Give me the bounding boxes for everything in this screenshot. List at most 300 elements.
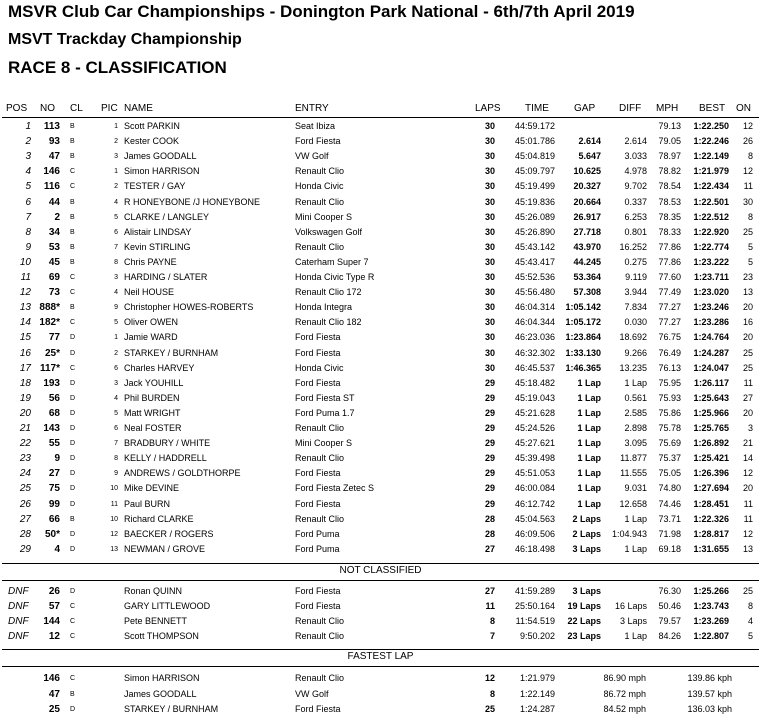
- diff-cell: 2.614: [624, 136, 647, 147]
- entry-cell: Ford Fiesta: [295, 332, 341, 343]
- result-row: [0, 452, 761, 467]
- pic-cell: 12: [110, 530, 118, 538]
- laps-cell: 27: [484, 586, 495, 596]
- class-cell: D: [70, 409, 76, 417]
- kph-cell: 136.03 kph: [687, 704, 732, 714]
- entry-cell: VW Golf: [295, 151, 329, 162]
- pos-cell: 4: [25, 166, 31, 178]
- pic-cell: 1: [114, 123, 118, 130]
- number-cell: 99: [48, 498, 60, 510]
- entry-cell: Ford Fiesta: [295, 586, 341, 596]
- col-name: NAME: [124, 103, 153, 114]
- pos-cell: 24: [19, 468, 31, 480]
- gap-cell: 2.614: [578, 136, 601, 147]
- on-cell: 25: [742, 226, 753, 237]
- laps-cell: 27: [484, 543, 495, 554]
- class-cell: D: [70, 485, 76, 493]
- name-cell: Charles HARVEY: [124, 362, 195, 373]
- gap-cell: 23 Laps: [567, 631, 601, 641]
- number-cell: 146: [43, 166, 60, 178]
- mph-cell: 77.60: [658, 272, 681, 282]
- mph-cell: 86.72 mph: [603, 688, 646, 699]
- class-cell: D: [70, 394, 76, 402]
- time-cell: 45:26.089: [514, 211, 555, 222]
- time-cell: 45:04.819: [514, 151, 555, 162]
- laps-cell: 29: [484, 483, 495, 494]
- diff-cell: 3.033: [624, 151, 647, 162]
- result-row: [0, 211, 761, 226]
- mph-cell: 77.49: [658, 287, 681, 298]
- laps-cell: 30: [484, 151, 495, 162]
- on-cell: 8: [747, 151, 753, 162]
- number-cell: 144: [43, 616, 60, 627]
- pic-cell: 4: [114, 289, 118, 297]
- gap-cell: 1:05.142: [565, 302, 601, 313]
- time-cell: 46:18.498: [514, 543, 555, 554]
- mph-cell: 75.05: [658, 468, 681, 479]
- time-cell: 1:21.979: [519, 673, 555, 683]
- pic-cell: 4: [114, 394, 118, 402]
- number-cell: 143: [43, 423, 60, 434]
- col-on: ON: [736, 103, 751, 114]
- best-cell: 1:22.246: [693, 136, 729, 147]
- on-cell: 20: [742, 302, 753, 313]
- entry-cell: Ford Fiesta: [295, 498, 341, 509]
- pos-cell: 3: [25, 151, 31, 163]
- laps-cell: 29: [484, 407, 495, 418]
- mph-cell: 86.90 mph: [603, 673, 646, 683]
- time-cell: 46:04.314: [514, 302, 555, 313]
- pic-cell: 3: [114, 379, 118, 387]
- entry-cell: Honda Civic: [295, 362, 344, 373]
- class-cell: B: [70, 213, 75, 221]
- gap-cell: 26.917: [573, 211, 601, 222]
- time-cell: 46:23.036: [514, 332, 555, 343]
- result-row: [0, 528, 761, 543]
- pic-cell: 9: [114, 304, 118, 312]
- entry-cell: Ford Fiesta ST: [295, 392, 355, 403]
- laps-cell: 29: [484, 453, 495, 464]
- time-cell: 41:59.289: [514, 586, 555, 596]
- class-cell: C: [70, 364, 76, 372]
- pos-cell: 8: [25, 226, 31, 238]
- name-cell: Kester COOK: [124, 136, 180, 147]
- number-cell: 44: [48, 196, 60, 208]
- mph-cell: 79.13: [658, 121, 681, 131]
- diff-cell: 0.030: [624, 317, 647, 328]
- mph-cell: 75.95: [658, 377, 681, 388]
- best-cell: 1:28.817: [693, 528, 729, 539]
- championship-title: MSVT Trackday Championship: [8, 31, 242, 48]
- mph-cell: 79.57: [658, 616, 681, 626]
- number-cell: 12: [48, 631, 60, 642]
- on-cell: 20: [742, 483, 753, 494]
- pos-cell: 7: [25, 211, 31, 223]
- class-cell: B: [70, 153, 75, 161]
- number-cell: 55: [48, 438, 60, 450]
- name-cell: BRADBURY / WHITE: [124, 438, 211, 449]
- result-row: [0, 392, 761, 407]
- diff-cell: 9.031: [624, 483, 647, 494]
- pos-cell: 23: [19, 453, 31, 465]
- result-row: [0, 150, 761, 165]
- entry-cell: Honda Civic: [295, 181, 344, 192]
- result-row: [0, 543, 761, 558]
- gap-cell: 43.970: [573, 241, 601, 252]
- pos-cell: 16: [19, 347, 31, 359]
- laps-cell: 29: [484, 438, 495, 449]
- laps-cell: 30: [484, 196, 495, 207]
- laps-cell: 29: [484, 423, 495, 433]
- entry-cell: Renault Clio 182: [295, 317, 362, 328]
- on-cell: 5: [747, 241, 753, 252]
- laps-cell: 29: [484, 468, 495, 479]
- class-cell: C: [70, 618, 76, 625]
- result-row: [0, 407, 761, 422]
- time-cell: 46:00.084: [514, 483, 555, 494]
- class-cell: C: [70, 603, 76, 610]
- number-cell: 25: [48, 704, 60, 715]
- mph-cell: 74.46: [658, 498, 681, 509]
- gap-cell: 3 Laps: [572, 586, 601, 596]
- pos-cell: 9: [25, 241, 31, 253]
- diff-cell: 3.095: [624, 438, 647, 449]
- mph-cell: 76.49: [658, 347, 681, 358]
- pos-cell: 29: [19, 543, 31, 555]
- pos-cell: 15: [19, 332, 31, 344]
- diff-cell: 0.561: [624, 392, 647, 403]
- name-cell: GARY LITTLEWOOD: [124, 601, 211, 611]
- pos-cell: 6: [25, 196, 31, 208]
- pic-cell: 2: [114, 349, 118, 357]
- result-row: [0, 271, 761, 286]
- best-cell: 1:23.286: [693, 317, 729, 328]
- result-row: [0, 422, 761, 437]
- name-cell: CLARKE / LANGLEY: [124, 211, 210, 222]
- entry-cell: Ford Fiesta: [295, 601, 341, 611]
- diff-cell: 13.235: [619, 362, 647, 373]
- entry-cell: Renault Clio: [295, 631, 345, 641]
- best-cell: 1:22.920: [693, 226, 729, 237]
- name-cell: Simon HARRISON: [124, 166, 200, 177]
- time-cell: 46:09.506: [514, 528, 555, 539]
- on-cell: 12: [742, 468, 753, 479]
- pos-cell: 10: [19, 256, 31, 268]
- class-cell: B: [70, 690, 75, 698]
- time-cell: 45:27.621: [514, 438, 555, 449]
- laps-cell: 28: [484, 513, 495, 524]
- result-row: [0, 482, 761, 497]
- class-cell: B: [70, 138, 75, 146]
- gap-cell: 1:33.130: [565, 347, 601, 358]
- result-row: [0, 513, 761, 528]
- event-title: MSVR Club Car Championships - Donington Park National - 6th/7th April 2019: [8, 2, 635, 21]
- pic-cell: 2: [114, 138, 118, 146]
- time-cell: 45:51.053: [514, 468, 555, 479]
- on-cell: 13: [742, 287, 753, 298]
- mph-cell: 77.27: [658, 302, 681, 313]
- time-cell: 25:50.164: [514, 601, 555, 611]
- mph-cell: 77.86: [658, 241, 681, 252]
- on-cell: 21: [742, 438, 753, 449]
- gap-cell: 27.718: [573, 226, 601, 237]
- entry-cell: Mini Cooper S: [295, 438, 353, 449]
- mph-cell: 78.82: [658, 166, 681, 177]
- laps-cell: 7: [489, 631, 495, 641]
- name-cell: Scott PARKIN: [124, 121, 180, 131]
- diff-cell: 0.275: [624, 256, 647, 267]
- mph-cell: 71.98: [658, 528, 681, 539]
- time-cell: 44:59.172: [514, 121, 555, 131]
- pic-cell: 1: [114, 168, 118, 176]
- time-cell: 9:50.202: [519, 631, 555, 641]
- number-cell: 9: [54, 453, 60, 465]
- pos-cell: DNF: [8, 631, 29, 642]
- result-row: [0, 226, 761, 241]
- name-cell: Chris PAYNE: [124, 256, 177, 267]
- best-cell: 1:24.764: [693, 332, 729, 343]
- class-cell: D: [70, 500, 76, 508]
- best-cell: 1:25.643: [693, 392, 729, 403]
- on-cell: 4: [747, 616, 753, 626]
- on-cell: 20: [742, 407, 753, 418]
- number-cell: 57: [48, 601, 60, 612]
- pic-cell: 5: [114, 213, 118, 221]
- mph-cell: 76.13: [658, 362, 681, 373]
- on-cell: 11: [743, 377, 753, 388]
- best-cell: 1:23.222: [693, 256, 729, 267]
- best-cell: 1:22.434: [693, 181, 729, 192]
- pos-cell: 1: [25, 121, 31, 132]
- number-cell: 45: [48, 256, 60, 268]
- best-cell: 1:23.711: [693, 272, 729, 282]
- name-cell: STARKEY / BURNHAM: [124, 704, 219, 714]
- time-cell: 45:19.836: [514, 196, 555, 207]
- pic-cell: 2: [114, 183, 118, 191]
- lap-cell: 8: [489, 688, 495, 699]
- time-cell: 45:01.786: [514, 136, 555, 147]
- dnf-row: [0, 600, 761, 615]
- name-cell: STARKEY / BURNHAM: [124, 347, 219, 358]
- entry-cell: Honda Civic Type R: [295, 272, 375, 282]
- best-cell: 1:22.501: [693, 196, 729, 207]
- on-cell: 25: [742, 347, 753, 358]
- entry-cell: Renault Clio: [295, 166, 345, 177]
- name-cell: Pete BENNETT: [124, 616, 188, 626]
- best-cell: 1:22.149: [693, 151, 729, 162]
- number-cell: 26: [48, 586, 60, 597]
- number-cell: 25*: [44, 347, 60, 359]
- col-cl: CL: [70, 103, 83, 114]
- result-row: [0, 467, 761, 482]
- best-cell: 1:25.765: [693, 423, 729, 433]
- time-cell: 46:45.537: [514, 362, 555, 373]
- number-cell: 53: [48, 241, 60, 253]
- number-cell: 34: [48, 226, 60, 238]
- laps-cell: 11: [485, 601, 495, 611]
- not-classified-title: NOT CLASSIFIED: [339, 565, 422, 576]
- mph-cell: 78.54: [658, 181, 681, 192]
- gap-cell: 57.308: [573, 287, 601, 298]
- mph-cell: 84.26: [658, 631, 681, 641]
- fastest-lap-title: FASTEST LAP: [347, 651, 414, 662]
- number-cell: 47: [48, 688, 60, 700]
- header-divider: [2, 117, 759, 118]
- pos-cell: 2: [25, 136, 31, 148]
- result-row: [0, 377, 761, 392]
- pos-cell: DNF: [8, 616, 29, 627]
- class-cell: C: [70, 675, 76, 682]
- on-cell: 27: [742, 392, 753, 403]
- pos-cell: 25: [19, 483, 31, 495]
- time-cell: 46:32.302: [514, 347, 555, 358]
- class-cell: D: [70, 545, 76, 553]
- diff-cell: 11.877: [620, 453, 647, 464]
- entry-cell: Ford Fiesta: [295, 704, 341, 714]
- number-cell: 116: [43, 181, 60, 193]
- on-cell: 11: [743, 513, 753, 524]
- on-cell: 25: [742, 362, 753, 373]
- result-row: [0, 316, 761, 331]
- col-mph: MPH: [656, 103, 679, 114]
- fastest-divider-top: [2, 649, 759, 650]
- mph-cell: 77.27: [658, 317, 681, 328]
- best-cell: 1:23.246: [693, 302, 729, 313]
- class-cell: B: [70, 243, 75, 251]
- gap-cell: 1 Lap: [577, 423, 601, 433]
- pos-cell: 14: [19, 317, 31, 329]
- class-cell: C: [70, 183, 76, 191]
- pos-cell: 18: [19, 377, 31, 389]
- on-cell: 3: [747, 423, 753, 433]
- mph-cell: 69.18: [658, 543, 681, 554]
- kph-cell: 139.57 kph: [687, 688, 732, 699]
- laps-cell: 30: [484, 256, 495, 267]
- col-best: BEST: [699, 103, 726, 114]
- class-cell: C: [70, 633, 76, 640]
- on-cell: 5: [747, 631, 753, 641]
- gap-cell: 2 Laps: [572, 513, 601, 524]
- pic-cell: 8: [114, 455, 118, 463]
- mph-cell: 76.30: [658, 586, 681, 596]
- diff-cell: 1 Lap: [624, 513, 647, 524]
- number-cell: 69: [48, 272, 60, 283]
- gap-cell: 1:46.365: [565, 362, 601, 373]
- class-cell: B: [70, 304, 75, 312]
- diff-cell: 16.252: [619, 241, 647, 252]
- diff-cell: 2.898: [624, 423, 647, 433]
- pic-cell: 6: [114, 364, 118, 372]
- class-cell: D: [70, 440, 76, 448]
- laps-cell: 30: [484, 166, 495, 177]
- gap-cell: 1:05.172: [565, 317, 601, 328]
- result-row: [0, 301, 761, 316]
- name-cell: HARDING / SLATER: [124, 272, 208, 282]
- diff-cell: 0.801: [624, 226, 647, 237]
- section-divider-bottom: [2, 580, 759, 581]
- mph-cell: 84.52 mph: [603, 704, 646, 714]
- col-diff: DIFF: [619, 103, 642, 114]
- name-cell: Neal FOSTER: [124, 423, 182, 433]
- laps-cell: 29: [484, 392, 495, 403]
- time-cell: 45:43.417: [514, 256, 555, 267]
- time-cell: 11:54.519: [515, 616, 555, 626]
- number-cell: 47: [48, 151, 60, 163]
- gap-cell: 1 Lap: [577, 392, 601, 403]
- pic-cell: 9: [114, 470, 118, 478]
- pos-cell: 22: [19, 438, 31, 450]
- best-cell: 1:22.774: [693, 241, 729, 252]
- result-row: [0, 331, 761, 346]
- pic-cell: 3: [114, 153, 118, 161]
- class-cell: B: [70, 228, 75, 236]
- name-cell: Simon HARRISON: [124, 673, 200, 683]
- number-cell: 73: [48, 287, 60, 299]
- dnf-row: [0, 630, 761, 645]
- number-cell: 888*: [39, 302, 60, 314]
- mph-cell: 78.33: [658, 226, 681, 237]
- number-cell: 66: [48, 513, 60, 525]
- number-cell: 2: [54, 211, 60, 223]
- name-cell: ANDREWS / GOLDTHORPE: [124, 468, 241, 479]
- gap-cell: 1 Lap: [577, 468, 601, 479]
- class-cell: D: [70, 706, 76, 713]
- name-cell: Jack YOUHILL: [124, 377, 184, 388]
- class-cell: D: [70, 379, 76, 387]
- pic-cell: 4: [114, 198, 118, 206]
- diff-cell: 3 Laps: [619, 616, 647, 626]
- result-row: [0, 120, 761, 135]
- col-entry: ENTRY: [295, 103, 329, 114]
- time-cell: 45:56.480: [514, 287, 555, 298]
- on-cell: 30: [742, 196, 753, 207]
- best-cell: 1:23.020: [693, 287, 729, 298]
- best-cell: 1:26.892: [693, 438, 729, 449]
- pic-cell: 6: [114, 425, 118, 432]
- result-row: [0, 286, 761, 301]
- pic-cell: 7: [114, 440, 118, 448]
- on-cell: 14: [742, 453, 753, 464]
- diff-cell: 1 Lap: [624, 377, 647, 388]
- result-row: [0, 256, 761, 271]
- pic-cell: 10: [110, 515, 118, 523]
- laps-cell: 30: [484, 272, 495, 282]
- pos-cell: 11: [20, 272, 31, 283]
- lap-cell: 12: [484, 673, 495, 683]
- pic-cell: 8: [114, 258, 118, 266]
- time-cell: 45:39.498: [514, 453, 555, 464]
- diff-cell: 1 Lap: [624, 631, 647, 641]
- on-cell: 16: [742, 317, 753, 328]
- number-cell: 193: [43, 377, 60, 389]
- gap-cell: 1 Lap: [577, 453, 601, 464]
- laps-cell: 30: [484, 317, 495, 328]
- time-cell: 45:04.563: [514, 513, 555, 524]
- entry-cell: VW Golf: [295, 688, 329, 699]
- pic-cell: 10: [110, 485, 118, 493]
- on-cell: 11: [743, 498, 753, 509]
- col-time: TIME: [525, 103, 549, 114]
- result-row: [0, 165, 761, 180]
- mph-cell: 75.78: [658, 423, 681, 433]
- on-cell: 12: [742, 121, 753, 131]
- on-cell: 25: [742, 586, 753, 596]
- result-row: [0, 362, 761, 377]
- number-cell: 117*: [39, 362, 60, 374]
- mph-cell: 78.35: [658, 211, 681, 222]
- mph-cell: 75.86: [658, 407, 681, 418]
- pos-cell: 17: [19, 362, 31, 374]
